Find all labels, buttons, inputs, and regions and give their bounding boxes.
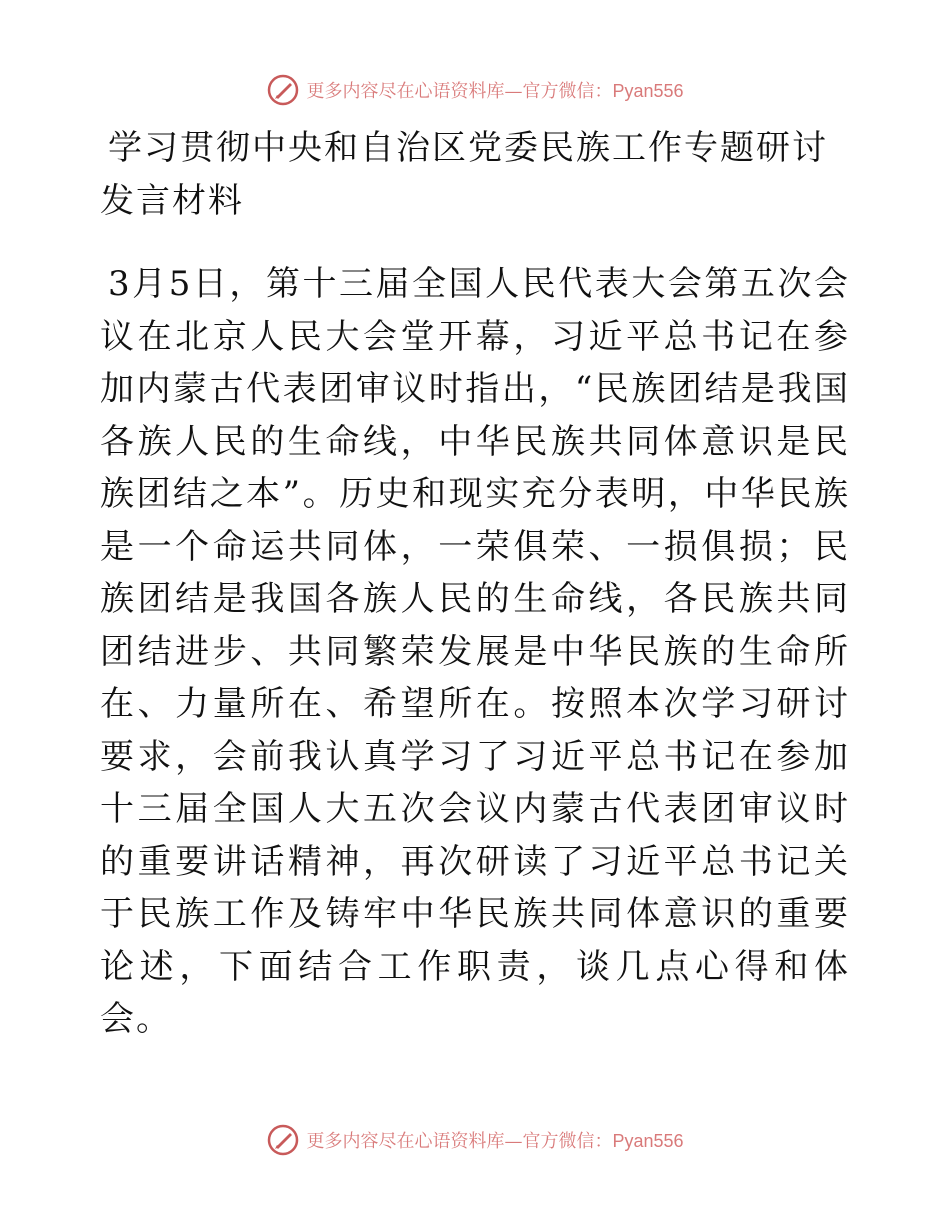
banner-wechat-label: 官方微信：Pyan556 — [522, 81, 684, 101]
footer-watermark-banner — [0, 1120, 950, 1160]
header-banner-text — [306, 77, 683, 103]
document-title: 学习贯彻中央和自治区党委民族工作专题研讨发言材料 — [100, 128, 828, 221]
banner-wechat-label: 官方微信：Pyan556 — [522, 1131, 684, 1151]
quill-pen-logo-icon — [266, 73, 300, 107]
banner-site-text: 更多内容尽在心语资料库 — [306, 81, 505, 102]
banner-site-text: 更多内容尽在心语资料库 — [306, 1131, 505, 1152]
document-paragraph: 3月5日，第十三届全国人民代表大会第五次会议在北京人民大会堂开幕，习近平总书记在参加内蒙古代表团审议时指出，“民族团结是我国各族人民的生命线，中华民族共同体意识是民族团结之本”。历史和现实充分表明，中华民族是一个命运共同体，一荣俱荣、一损俱损；民族团结是我国各族人民的生命线，各民族共同团结进步、共同繁荣发展是中华民族的生命所在、力量所在、希望所在。按照本次学习研讨要求，会前我认真学习了习近平总书记在参加十三届全国人大五次会议内蒙古代表团审议时的重要讲话精神，再次研读了习近平总书记关于民族工作及铸牢中华民族共同体意识的重要论述，下面结合工作职责，谈几点心得和体会。 — [100, 264, 850, 1039]
banner-separator: — — [504, 81, 523, 102]
quill-pen-logo-icon — [266, 1123, 300, 1157]
footer-banner-text — [306, 1127, 683, 1153]
header-watermark-banner — [0, 70, 950, 110]
banner-separator: — — [504, 1131, 523, 1152]
